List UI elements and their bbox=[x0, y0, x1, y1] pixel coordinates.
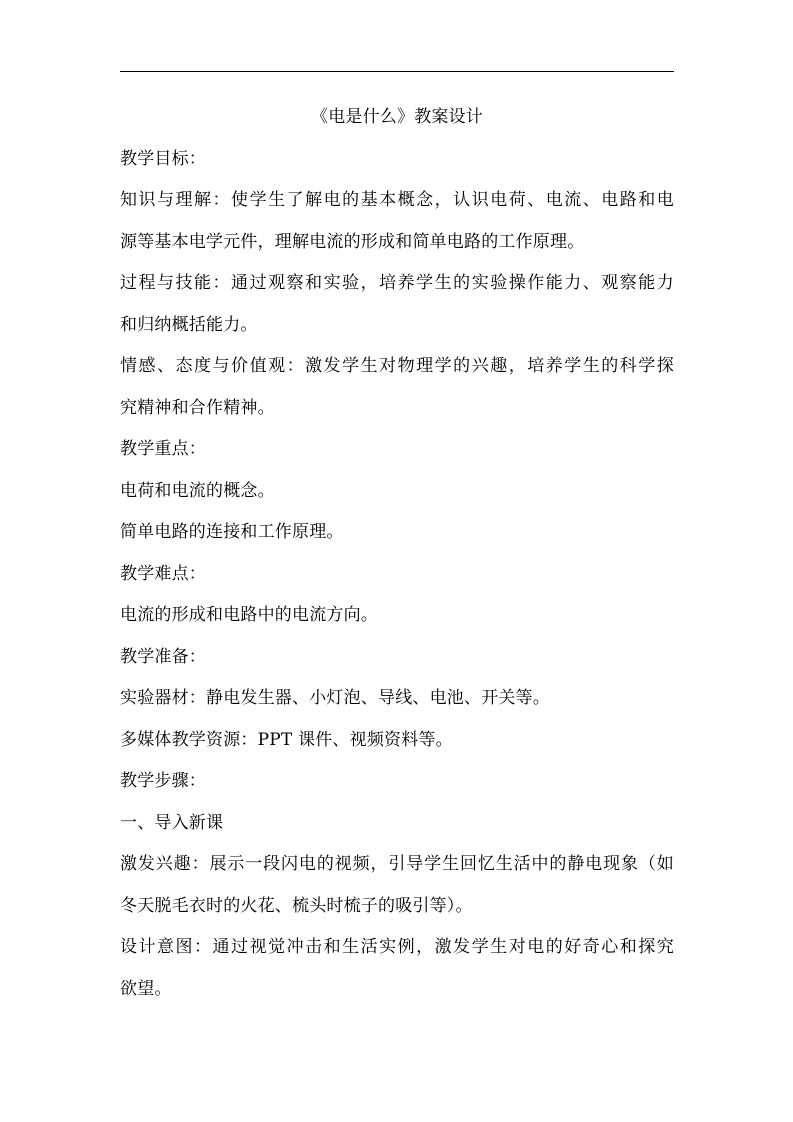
paragraph-line: 知识与理解：使学生了解电的基本概念，认识电荷、电流、电路和电 bbox=[120, 190, 674, 210]
paragraph-line: 源等基本电学元件，理解电流的形成和简单电路的工作原理。 bbox=[120, 231, 585, 252]
heading-difficult-points: 教学难点： bbox=[120, 563, 206, 584]
paragraph-line: 激发兴趣：展示一段闪电的视频，引导学生回忆生活中的静电现象（如 bbox=[120, 854, 674, 874]
paragraph-line: 设计意图：通过视觉冲击和生活实例，激发学生对电的好奇心和探究 bbox=[120, 937, 674, 957]
paragraph-line: 究精神和合作精神。 bbox=[120, 397, 275, 418]
header-rule bbox=[120, 71, 674, 72]
paragraph-line: 欲望。 bbox=[120, 978, 172, 999]
paragraph-line: 和归纳概括能力。 bbox=[120, 314, 258, 335]
subheading-introduction: 一、导入新课 bbox=[120, 812, 224, 833]
heading-teaching-steps: 教学步骤： bbox=[120, 771, 206, 791]
paragraph-line: 情感、态度与价值观：激发学生对物理学的兴趣，培养学生的科学探 bbox=[120, 356, 674, 376]
heading-key-points: 教学重点： bbox=[120, 439, 206, 459]
document-title: 《电是什么》教案设计 bbox=[311, 107, 483, 127]
heading-teaching-objectives: 教学目标： bbox=[120, 148, 206, 169]
paragraph-line: 过程与技能：通过观察和实验，培养学生的实验操作能力、观察能力 bbox=[120, 273, 674, 293]
paragraph-line: 冬天脱毛衣时的火花、梳头时梳子的吸引等）。 bbox=[120, 895, 473, 916]
heading-preparation: 教学准备： bbox=[120, 646, 206, 667]
paragraph-line: 电流的形成和电路中的电流方向。 bbox=[120, 605, 378, 625]
paragraph-line: 简单电路的连接和工作原理。 bbox=[120, 522, 344, 542]
document-body bbox=[120, 102, 674, 1015]
paragraph-line: 实验器材：静电发生器、小灯泡、导线、电池、开关等。 bbox=[120, 688, 550, 708]
paragraph-line: 多媒体教学资源：PPT 课件、视频资料等。 bbox=[120, 729, 453, 750]
paragraph-line: 电荷和电流的概念。 bbox=[120, 480, 275, 501]
